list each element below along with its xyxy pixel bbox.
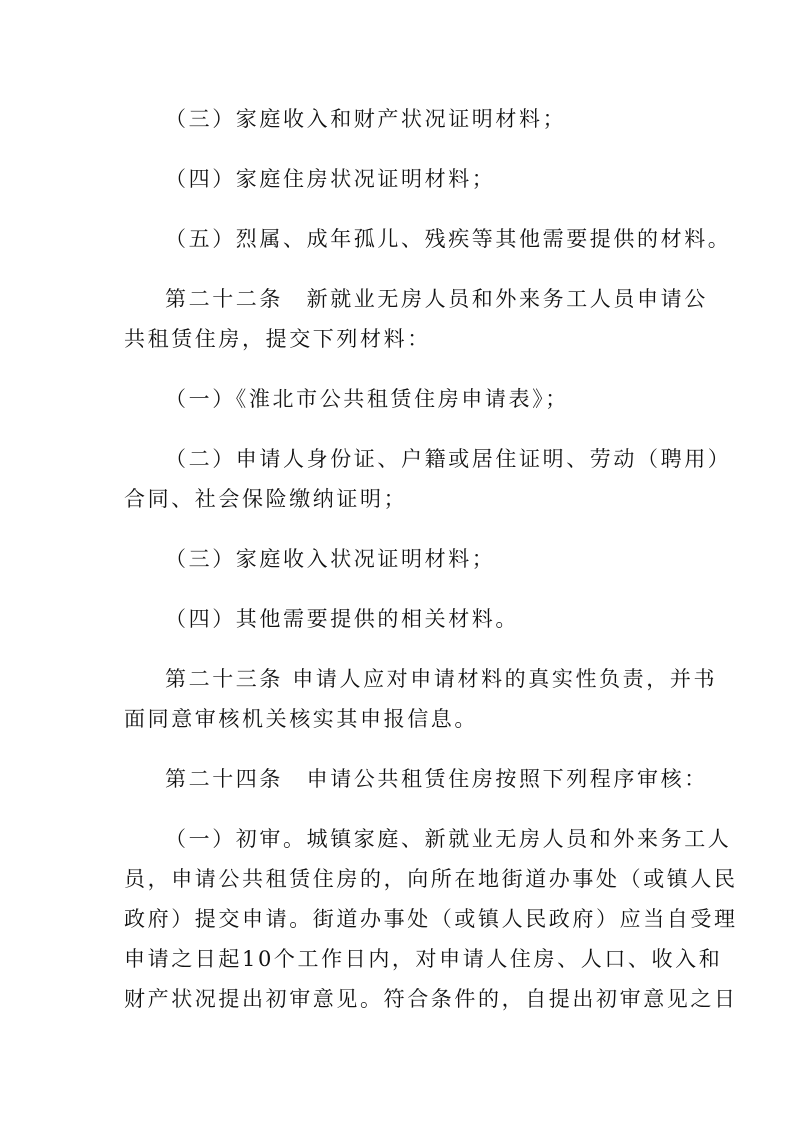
paragraph-line: （五）烈属、成年孤儿、残疾等其他需要提供的材料。: [165, 227, 732, 251]
paragraph-line: （四）家庭住房状况证明材料；: [165, 167, 496, 191]
article-heading-line: 第二十二条 新就业无房人员和外来务工人员申请公: [165, 287, 708, 311]
paragraph-line: （二）申请人身份证、户籍或居住证明、劳动（聘用）: [165, 447, 732, 471]
paragraph-line: （四）其他需要提供的相关材料。: [165, 607, 519, 631]
paragraph-line: 财产状况提出初审意见。符合条件的，自提出初审意见之日: [124, 987, 738, 1011]
paragraph-line: 共租赁住房，提交下列材料：: [124, 327, 431, 351]
paragraph-line: （一）《淮北市公共租赁住房申请表》；: [165, 387, 569, 411]
paragraph-line: 政府）提交申请。街道办事处（或镇人民政府）应当自受理: [124, 907, 738, 931]
paragraph-line: 面同意审核机关核实其申报信息。: [124, 707, 478, 731]
paragraph-line: （三）家庭收入和财产状况证明材料；: [165, 107, 567, 131]
paragraph-line: （三）家庭收入状况证明材料；: [165, 547, 496, 571]
paragraph-line: 申请之日起10个工作日内，对申请人住房、人口、收入和: [124, 947, 723, 971]
paragraph-line: 员，申请公共租赁住房的，向所在地街道办事处（或镇人民: [124, 867, 738, 891]
article-heading-line: 第二十四条 申请公共租赁住房按照下列程序审核：: [165, 767, 708, 791]
article-heading-line: 第二十三条 申请人应对申请材料的真实性负责，并书: [165, 667, 718, 691]
paragraph-line: 合同、社会保险缴纳证明；: [124, 487, 408, 511]
paragraph-line: （一）初审。城镇家庭、新就业无房人员和外来务工人: [165, 827, 732, 851]
